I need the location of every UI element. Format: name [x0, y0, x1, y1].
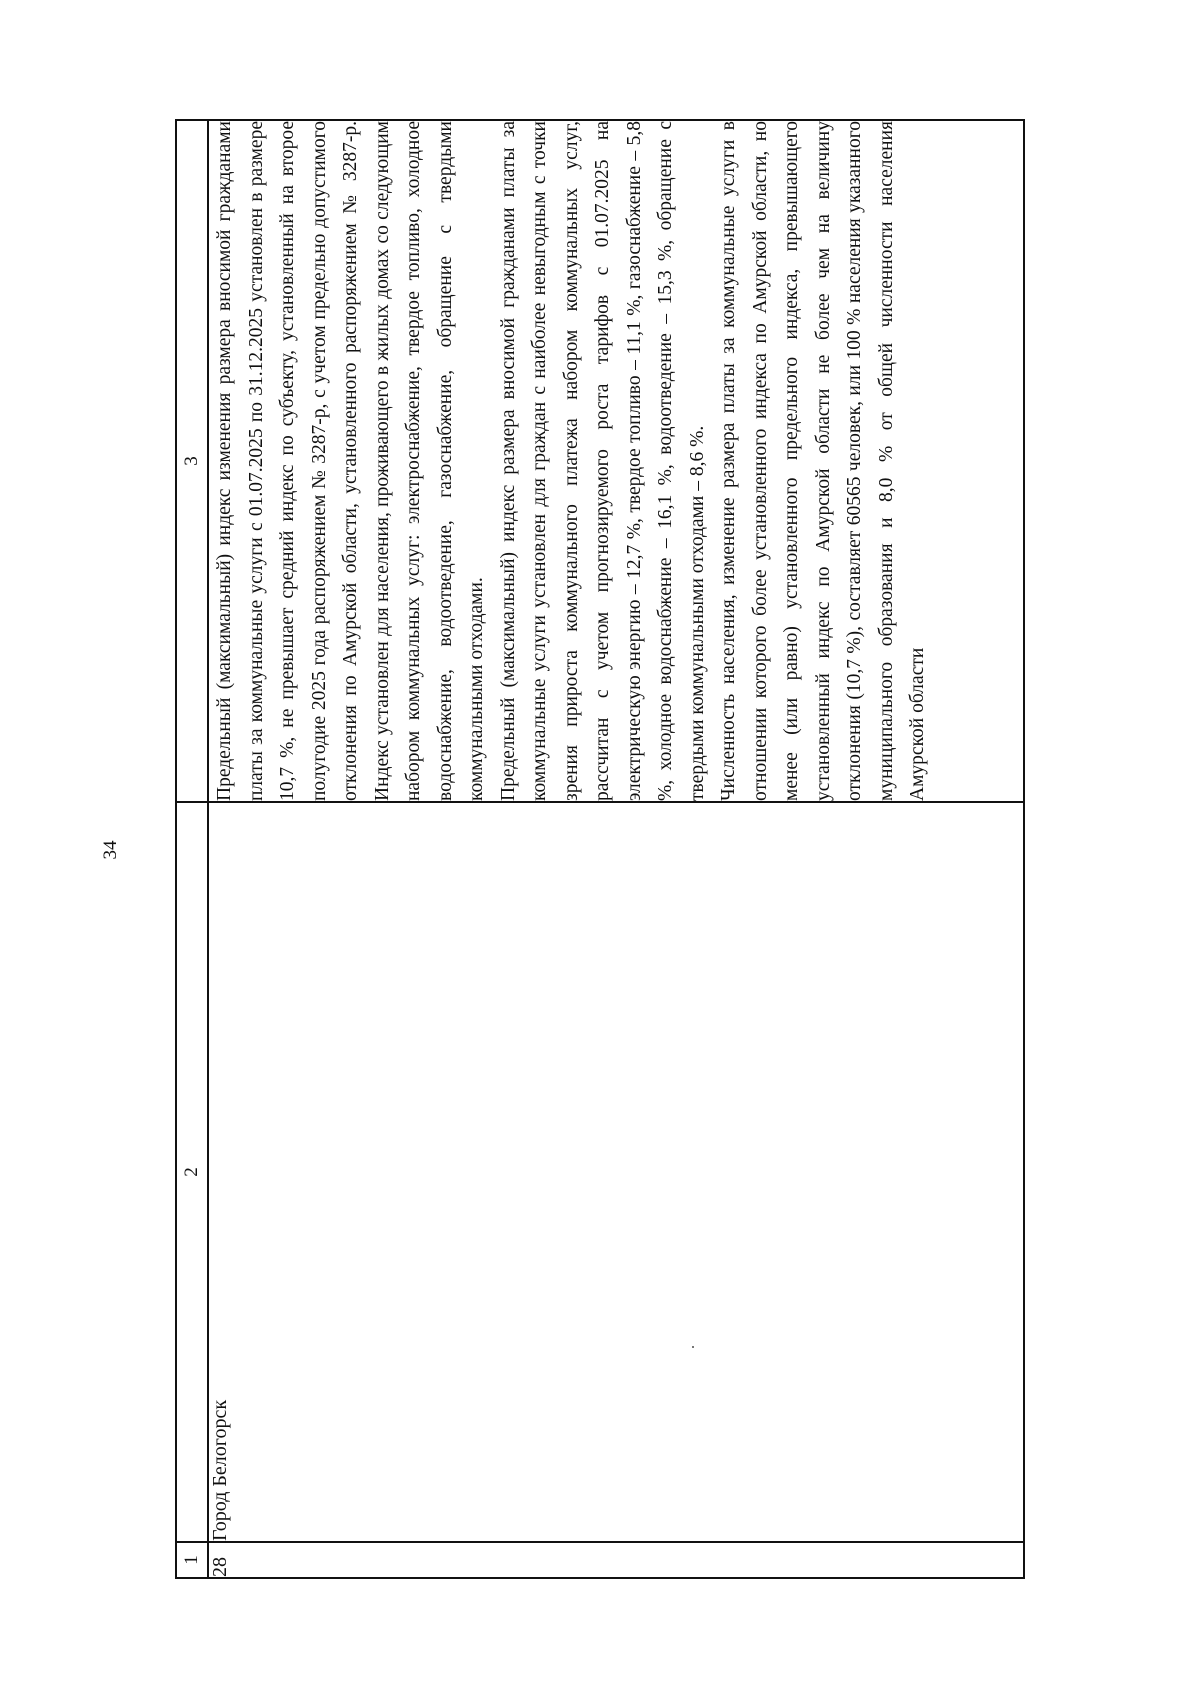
table-header-row — [176, 120, 208, 1578]
row-number: 28 — [208, 1542, 1024, 1578]
column-header-2: 2 — [176, 802, 208, 1542]
document-table — [175, 119, 1025, 1579]
description-paragraph-1: Предельный (максимальный) индекс изменения размера вносимой гражданами платы за коммунальные услуги с 01.07.2025 по 31.12.2025 установлен в размере 10,7 %, не превышает средний индекс по субъекту, установленный на второе полугодие 2025 года распоряжением № 3287-р, с учетом предельно допустимого отклонения по Амурской области, установленного распоряжением № 3287-р. Индекс установлен для населения, проживающего в жилых домах со следующим набором коммунальных услуг: электроснабжение, твердое топливо, холодное водоснабжение, водоотведение, газоснабжение, обращение с твердыми коммунальными отходами. — [214, 121, 487, 801]
column-header-3: 3 — [176, 120, 208, 802]
scan-speck — [692, 1346, 694, 1348]
description-paragraph-2: Предельный (максимальный) индекс размера вносимой гражданами платы за коммунальные услуги установлен для граждан с наиболее невыгодным с точки зрения прироста коммунального платежа набором коммунальных услуг, рассчитан с учетом прогнозируемого роста тарифов с 01.07.2025 на электрическую энергию – 12,7 %, твердое топливо – 11,1 %, газоснабжение – 5,8 %, холодное водоснабжение – 16,1 %, водоотведение – 15,3 %, обращение с твердыми коммунальными отходами – 8,6 %. — [497, 121, 708, 801]
document-table-container — [175, 121, 1025, 1579]
page-number: 34 — [100, 840, 121, 860]
table-row — [208, 120, 1024, 1578]
description-cell — [208, 120, 1024, 802]
description-paragraph-3: Численность населения, изменение размера платы за коммунальные услуги в отношении которого более установленного индекса по Амурской области, но менее (или равно) установленного предельного индекса, превышающего установленный индекс по Амурской области не более чем на величину отклонения (10,7 %), составляет 60565 человек, или 100 % населения указанного муниципального образования и 8,0 % от общей численности населения Амурской области — [718, 121, 928, 801]
column-header-1: 1 — [176, 1542, 208, 1578]
municipality-name: Город Белогорск — [208, 802, 1024, 1542]
